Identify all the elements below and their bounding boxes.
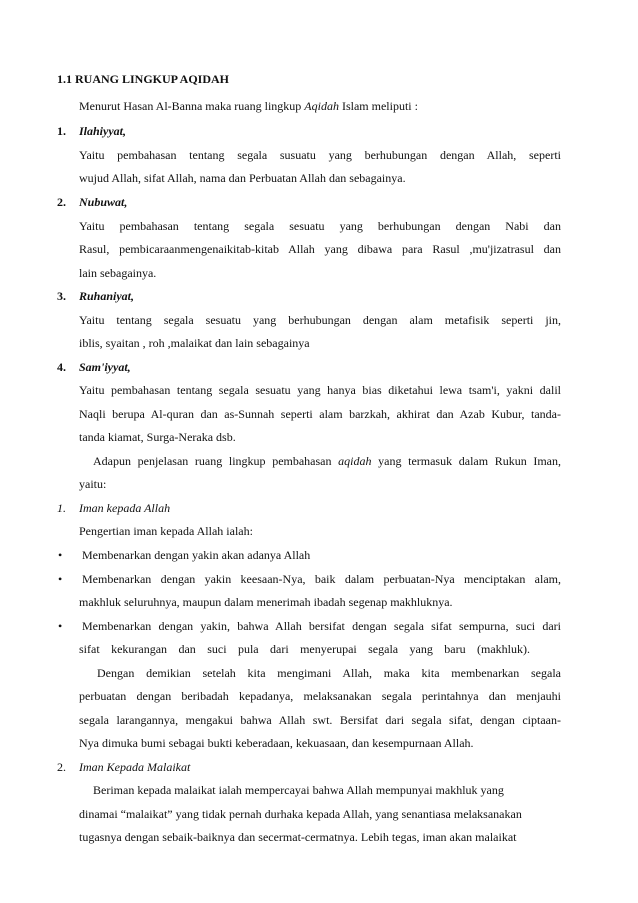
section-title: Iman kepada Allah	[79, 501, 171, 515]
section-title: Iman Kepada Malaikat	[79, 760, 191, 774]
paragraph-line: Nya dimuka bumi sebagai bukti keberadaan, kekuasaan, dan kesempurnaan Allah.	[79, 736, 474, 750]
paragraph-line: perbuatan dengan beribadah kepadanya, melaksanakan segala perintahnya dan menjauhi	[79, 689, 561, 703]
paragraph-line: Dengan demikian setelah kita mengimani Allah, maka kita membenarkan segala	[97, 666, 561, 680]
item-text-line: Yaitu tentang segala sesuatu yang berhubungan dengan alam metafisik seperti jin,	[79, 313, 561, 327]
item-number: 4.	[57, 360, 66, 374]
intro-text: Menurut Hasan Al-Banna maka ruang lingkup	[79, 99, 305, 113]
paragraph-line: segala larangannya, mengakui bahwa Allah swt. Bersifat dari segala sifat, dengan ciptaan-	[79, 713, 561, 727]
explain-term: aqidah	[338, 454, 372, 468]
explain-text-end: yang termasuk dalam Rukun Iman,	[371, 454, 562, 468]
item-text-line: lain sebagainya.	[79, 266, 157, 280]
bullet-text-line: Membenarkan dengan yakin akan adanya Allah	[82, 548, 311, 562]
item-text-line: wujud Allah, sifat Allah, nama dan Perbuatan Allah dan sebagainya.	[79, 171, 406, 185]
item-text-line: Yaitu pembahasan tentang segala sesuatu yang hanya bias diketahui lewa tsam'i, yakni dalil	[79, 383, 561, 397]
explain-text: Adapun penjelasan ruang lingkup pembahasan	[93, 454, 339, 468]
bullet-icon: •	[58, 619, 63, 633]
bullet-icon: •	[58, 548, 63, 562]
bullet-text-line: Membenarkan dengan yakin, bahwa Allah bersifat dengan segala sifat sempurna, suci dari	[82, 619, 561, 633]
bullet-text-line: Membenarkan dengan yakin keesaan-Nya, baik dalam perbuatan-Nya menciptakan alam,	[82, 572, 561, 586]
definition-line: Pengertian iman kepada Allah ialah:	[79, 524, 253, 538]
paragraph-line: tugasnya dengan sebaik-baiknya dan secermat-cermatnya. Lebih tegas, iman akan malaikat	[79, 830, 517, 844]
intro-line	[79, 98, 418, 114]
item-text-line: iblis, syaitan , roh ,malaikat dan lain sebagainya	[79, 336, 310, 350]
intro-text-end: Islam meliputi :	[338, 99, 418, 113]
item-text-line: Yaitu pembahasan tentang segala susuatu yang berhubungan dengan Allah, seperti	[79, 148, 561, 162]
bullet-text-line: makhluk seluruhnya, maupun dalam menerimah ibadah segenap makhluknya.	[79, 595, 453, 609]
bullet-text-line: sifat kekurangan dan suci pula dari menyerupai segala yang baru (makhluk).	[79, 642, 530, 656]
bullet-icon: •	[58, 572, 63, 586]
item-number: 1.	[57, 124, 66, 138]
item-text-line: Yaitu pembahasan tentang segala sesuatu yang berhubungan dengan Nabi dan	[79, 219, 561, 233]
item-text-line: Naqli berupa Al-quran dan as-Sunnah seperti alam barzkah, akhirat dan Azab Kubur, tanda-	[79, 407, 561, 421]
item-number: 3.	[57, 289, 66, 303]
section-number: 2.	[57, 760, 66, 774]
explain-line: yaitu:	[79, 477, 107, 491]
item-number: 2.	[57, 195, 66, 209]
item-title: Ilahiyyat,	[79, 124, 126, 138]
section-number: 1.	[57, 501, 66, 515]
explain-line	[93, 453, 561, 469]
item-text-line: Rasul, pembicaraanmengenaikitab-kitab Allah yang dibawa para Rasul ,mu'jizatrasul dan	[79, 242, 561, 256]
item-title: Nubuwat,	[79, 195, 128, 209]
paragraph-line: Beriman kepada malaikat ialah mempercayai bahwa Allah mempunyai makhluk yang	[93, 783, 504, 797]
item-title: Sam'iyyat,	[79, 360, 131, 374]
section-heading: 1.1 RUANG LINGKUP AQIDAH	[57, 72, 230, 86]
item-title: Ruhaniyat,	[79, 289, 135, 303]
paragraph-line: dinamai “malaikat” yang tidak pernah durhaka kepada Allah, yang senantiasa melaksanakan	[79, 807, 522, 821]
intro-term: Aqidah	[304, 99, 339, 113]
item-text-line: tanda kiamat, Surga-Neraka dsb.	[79, 430, 236, 444]
